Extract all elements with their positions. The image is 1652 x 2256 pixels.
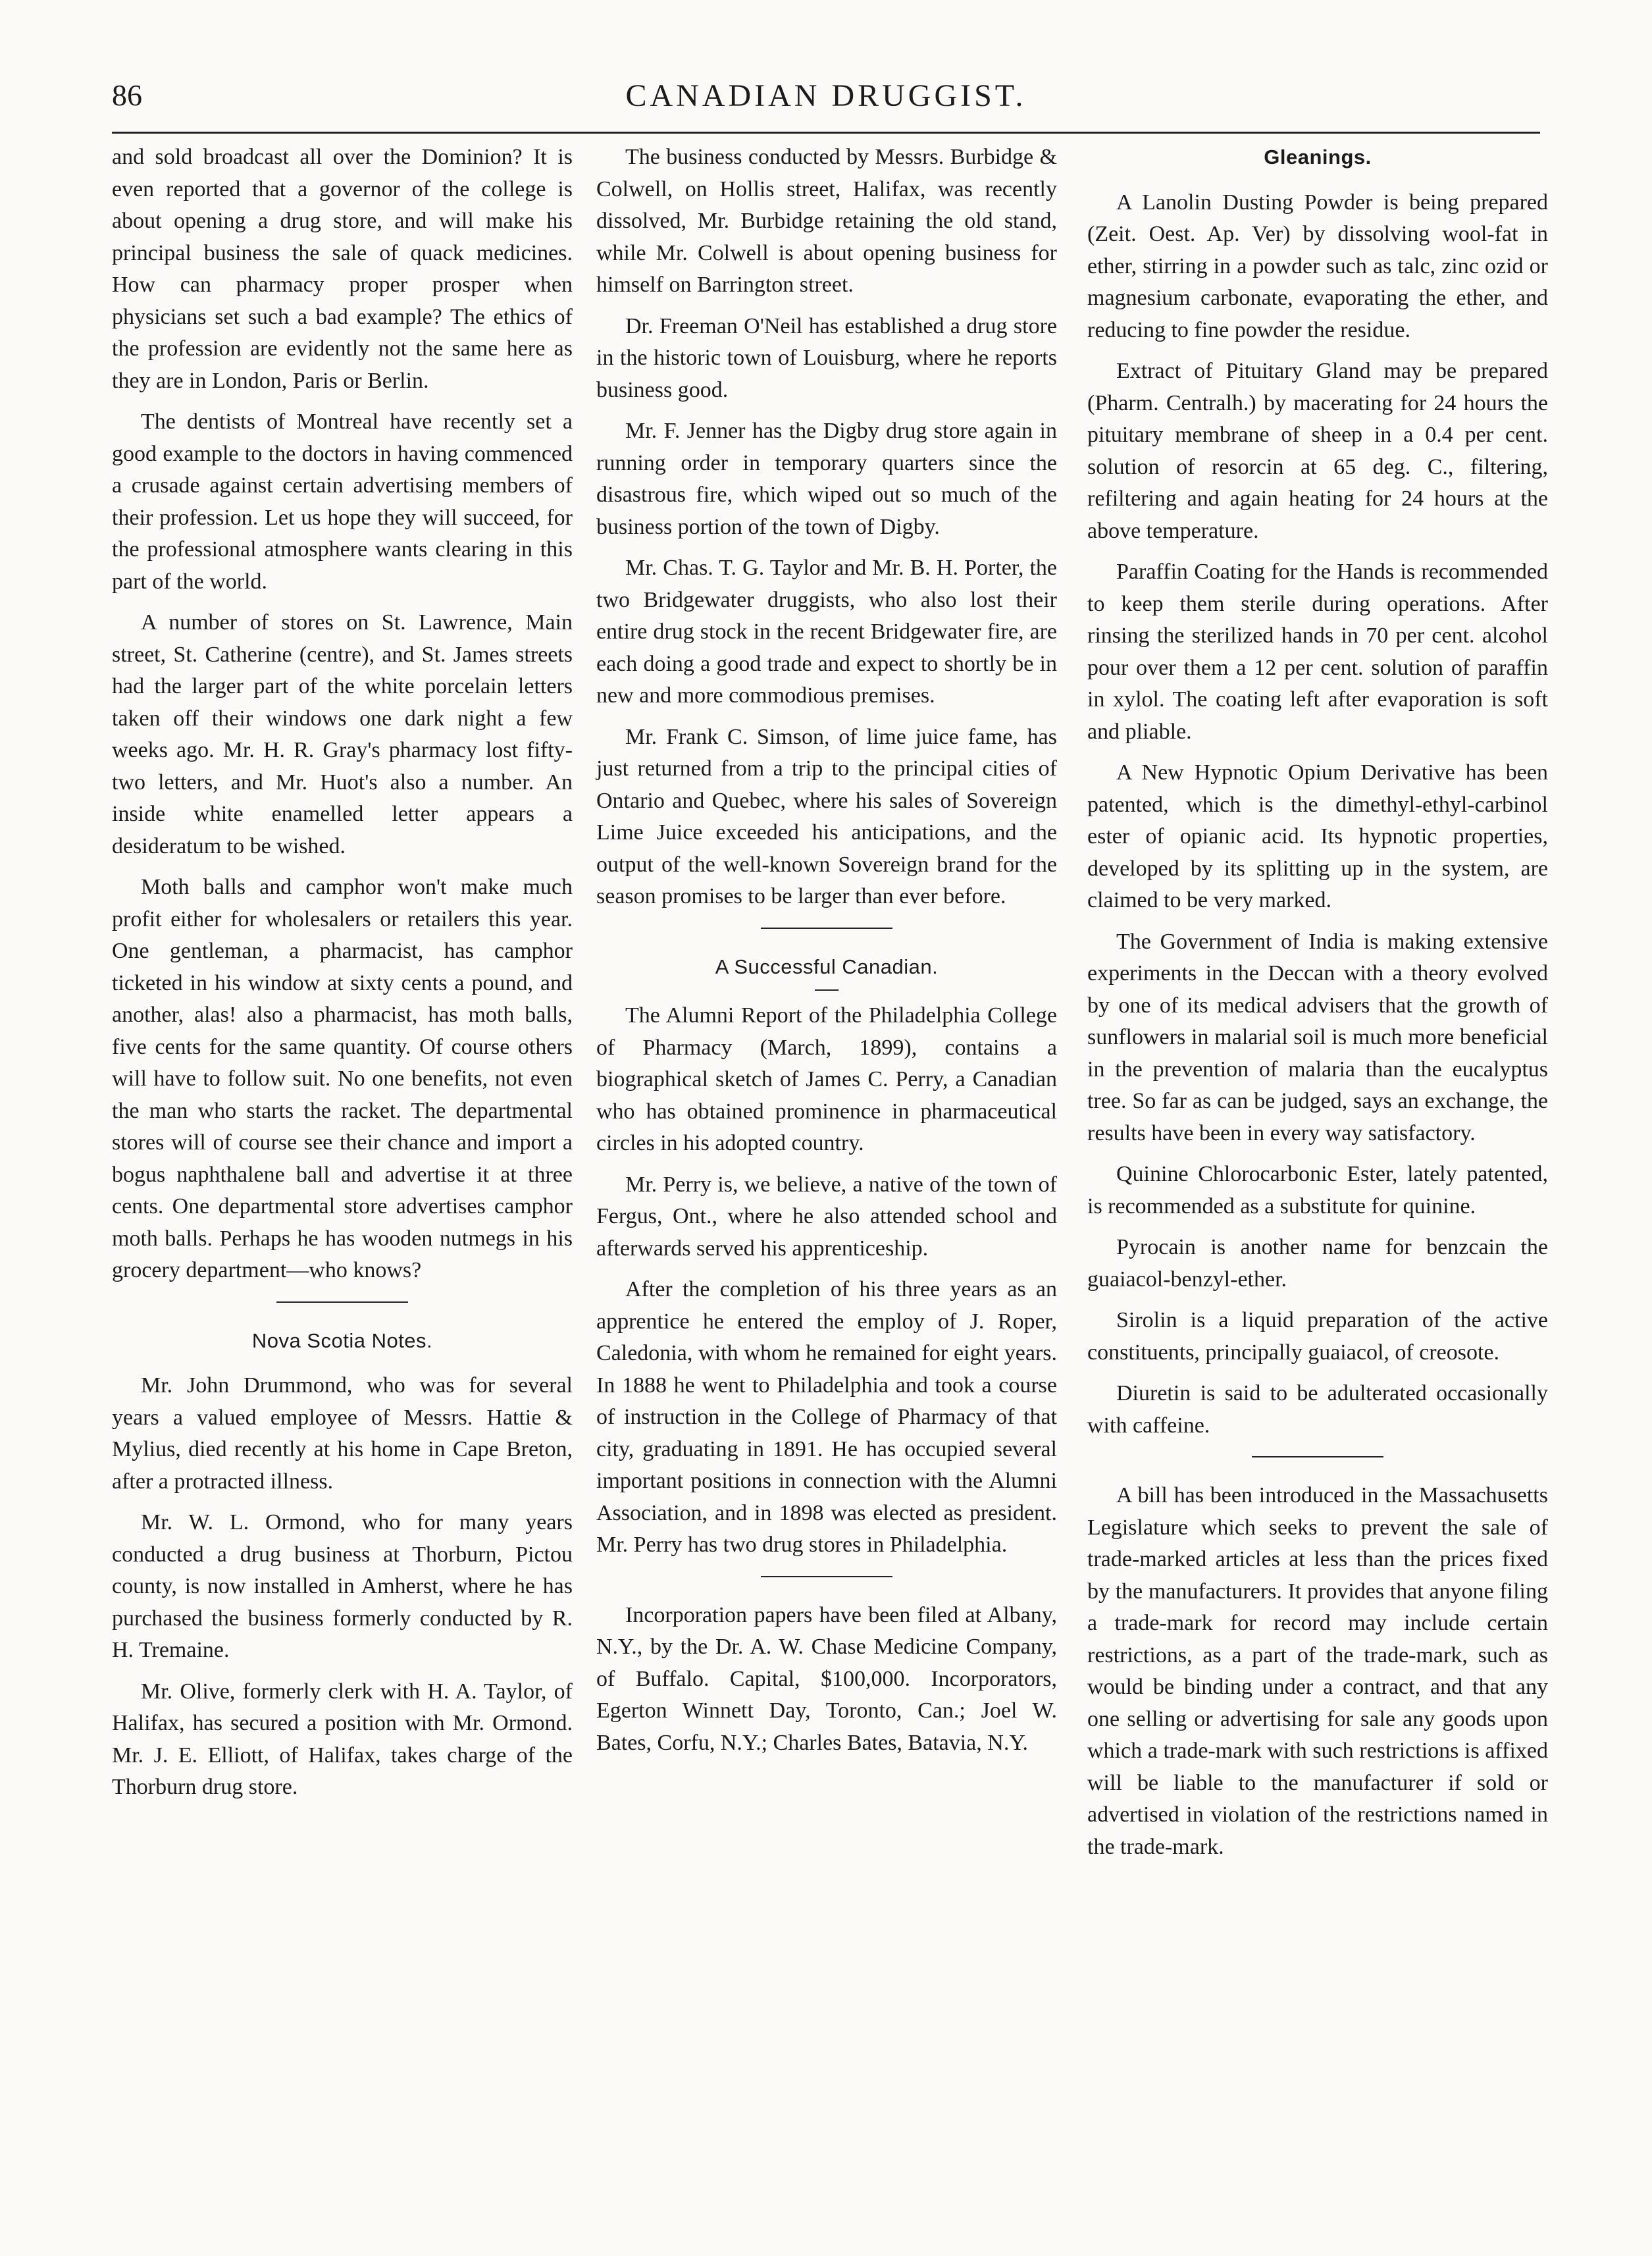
paragraph: Incorporation papers have been filed at Albany, N.Y., by the Dr. A. W. Chase Medicine Company, of Buffalo. Capital, $100,000. Incorporators, Egerton Winnett Day, Toronto, Can.; Joel W. Bates, Corfu, N.Y.; Charles Bates, Batavia, N.Y. [596, 1602, 1057, 1755]
paragraph: Sirolin is a liquid preparation of the active constituents, principally guaiacol, of creosote. [1087, 1308, 1548, 1365]
column-3 [1087, 142, 1548, 1872]
paragraph: A Lanolin Dusting Powder is being prepared (Zeit. Oest. Ap. Ver) by dissolving wool-fat in ether, stirring in a powder such as talc, zinc ozid or magnesium carbonate, evaporating the ether, and reducing to fine powder the residue. [1087, 190, 1548, 342]
paragraph: A bill has been introduced in the Massachusetts Legislature which seeks to prevent the sale of trade-marked articles at less than the prices fixed by the manufacturers. It provides that anyone filing a trade-mark for record may include certain restrictions, as a part of the trade-mark, such as would be binding under a contract, and that any one selling or advertising for sale any goods upon which a trade-mark with such restrictions is affixed will be liable to the manufacturer if sold or advertised in violation of the restrictions named in the trade-mark. [1087, 1483, 1548, 1859]
paragraph: The dentists of Montreal have recently set a good example to the doctors in having commenced a crusade against certain advertising members of their profession. Let us hope they will succeed, for the professional atmosphere wants clearing in this part of the world. [112, 409, 573, 594]
paragraph: Mr. Chas. T. G. Taylor and Mr. B. H. Porter, the two Bridgewater druggists, who also lost their entire drug stock in the recent Bridgewater fire, are each doing a good trade and expect to shortly be in new and more commodious premises. [596, 556, 1057, 708]
column-1 [112, 142, 573, 1813]
header-rule [112, 132, 1540, 134]
page-header [112, 78, 1540, 117]
paragraph: After the completion of his three years as an apprentice he entered the employ of J. Roper, Caledonia, with whom he remained for eight years. In 1888 he went to Philadelphia and took a course of instruction in the College of Pharmacy of that city, graduating in 1891. He has occupied several important positions in connection with the Alumni Association, and in 1898 was elected as president. Mr. Perry has two drug stores in Philadelphia. [596, 1277, 1057, 1557]
column-2 [596, 142, 1057, 1768]
paragraph: A number of stores on St. Lawrence, Main street, St. Catherine (centre), and St. James streets had the larger part of the white porcelain letters taken off their windows one dark night a few weeks ago. Mr. H. R. Gray's pharmacy lost fifty-two letters, and Mr. Huot's also a number. An inside white enamelled letter appears a desideratum to be wished. [112, 610, 573, 858]
paragraph: Pyrocain is another name for benzcain the guaiacol-benzyl-ether. [1087, 1235, 1548, 1292]
paragraph: Dr. Freeman O'Neil has established a drug store in the historic town of Louisburg, where he reports business good. [596, 313, 1057, 402]
paragraph: Diuretin is said to be adulterated occasionally with caffeine. [1087, 1381, 1548, 1438]
paragraph: The Government of India is making extensive experiments in the Deccan with a theory evolved by one of its medical advisers that the growth of sunflowers in malarial soil is much more beneficial in the prevention of malaria than the eucalyptus tree. So far as can be judged, says an exchange, the results have been in every way satisfactory. [1087, 929, 1548, 1145]
paragraph: Paraffin Coating for the Hands is recommended to keep them sterile during operations. After rinsing the sterilized hands in 70 per cent. alcohol pour over them a 12 per cent. solution of paraffin in xylol. The coating left after evaporation is soft and pliable. [1087, 560, 1548, 744]
paragraph: Mr. John Drummond, who was for several years a valued employee of Messrs. Hattie & Mylius, died recently at his home in Cape Breton, after a protracted illness. [112, 1373, 573, 1494]
section-divider [276, 1301, 408, 1303]
paragraph: Mr. F. Jenner has the Digby drug store again in running order in temporary quarters since the disastrous fire, which wiped out so much of the business portion of the town of Digby. [596, 419, 1057, 539]
section-heading: A Successful Canadian. [715, 955, 939, 978]
heading-dash [815, 989, 839, 991]
paragraph: Mr. Olive, formerly clerk with H. A. Taylor, of Halifax, has secured a position with Mr. Ormond. Mr. J. E. Elliott, of Halifax, takes charge of the Thorburn drug store. [112, 1679, 573, 1799]
paragraph: A New Hypnotic Opium Derivative has been patented, which is the dimethyl-ethyl-carbinol ester of opianic acid. Its hypnotic properties, developed by its splitting up in the system, are claimed to be very marked. [1087, 760, 1548, 912]
page-number: 86 [112, 78, 142, 112]
paragraph: Extract of Pituitary Gland may be prepared (Pharm. Centralh.) by macerating for 24 hours the pituitary membrane of sheep in a 0.4 per cent. solution of resorcin at 65 deg. C., filtering, refiltering and again heating for 24 hours at the above temperature. [1087, 359, 1548, 543]
paragraph: and sold broadcast all over the Dominion? It is even reported that a governor of the college is about opening a drug store, and will make his principal business the sale of quack medicines. How can pharmacy proper prosper when physicians set such a bad example? The ethics of the profession are evidently not the same here as they are in London, Paris or Berlin. [112, 145, 573, 393]
paragraph: The Alumni Report of the Philadelphia College of Pharmacy (March, 1899), contains a biographical sketch of James C. Perry, a Canadian who has obtained prominence in pharmaceutical circles in his adopted country. [596, 1003, 1057, 1155]
section-divider [761, 928, 892, 929]
paragraph: Mr. Frank C. Simson, of lime juice fame, has just returned from a trip to the principal cities of Ontario and Quebec, where his sales of Sovereign Lime Juice exceeded his anticipations, and the output of the well-known Sovereign brand for the season promises to be larger than ever before. [596, 724, 1057, 908]
paragraph: Mr. W. L. Ormond, who for many years conducted a drug business at Thorburn, Pictou county, is now installed in Amherst, where he has purchased the business formerly conducted by R. H. Tremaine. [112, 1510, 573, 1662]
section-divider [1252, 1456, 1383, 1457]
paragraph: The business conducted by Messrs. Burbidge & Colwell, on Hollis street, Halifax, was recently dissolved, Mr. Burbidge retaining the old stand, while Mr. Colwell is about opening business for himself on Barrington street. [596, 145, 1057, 297]
paragraph: Quinine Chlorocarbonic Ester, lately patented, is recommended as a substitute for quinine. [1087, 1162, 1548, 1219]
masthead-title: CANADIAN DRUGGIST. [625, 78, 1027, 113]
paragraph: Mr. Perry is, we believe, a native of the town of Fergus, Ont., where he also attended school and afterwards served his apprenticeship. [596, 1172, 1057, 1261]
section-heading: Nova Scotia Notes. [251, 1328, 433, 1352]
paragraph: Moth balls and camphor won't make much profit either for wholesalers or retailers this year. One gentleman, a pharmacist, has camphor ticketed in his window at sixty cents a pound, and another, alas! also a pharmacist, has moth balls, five cents for the same quantity. Of course others will have to follow suit. No one benefits, not even the man who starts the racket. The departmental stores will of course see their chance and import a bogus naphthalene ball and advertise it at three cents. One departmental store advertises camphor moth balls. Perhaps he has wooden nutmegs in his grocery department—who knows? [112, 875, 573, 1282]
section-divider [761, 1576, 892, 1577]
section-heading: Gleanings. [1264, 145, 1372, 169]
